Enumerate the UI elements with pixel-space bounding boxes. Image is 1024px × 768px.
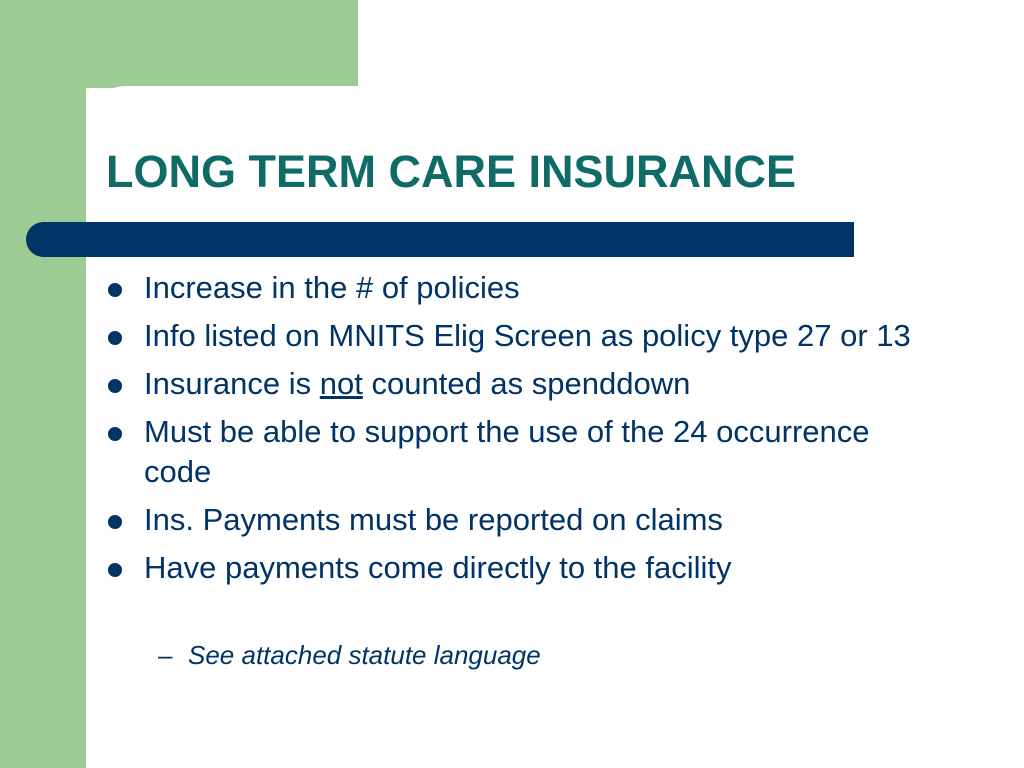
bullet-text: Must be able to support the use of the 24 occurrence code <box>144 414 870 489</box>
bullet-text-underlined: not <box>319 366 363 401</box>
bullet-text: Increase in the # of policies <box>144 270 520 305</box>
sub-bullet-item <box>158 640 541 671</box>
bullet-dot-icon <box>104 412 144 452</box>
bullet-dot-icon <box>104 500 144 540</box>
decorative-green-left-strip <box>0 0 86 768</box>
bullet-text: Ins. Payments must be reported on claims <box>144 502 723 537</box>
slide-title: LONG TERM CARE INSURANCE <box>106 146 797 197</box>
bullet-text-after: counted as spenddown <box>362 366 691 401</box>
bullet-text: Info listed on MNITS Elig Screen as policy type 27 or 13 <box>144 318 911 353</box>
bullet-item <box>104 364 924 404</box>
bullet-text: Have payments come directly to the facility <box>144 550 732 585</box>
bullet-dot-icon <box>104 364 144 404</box>
bullet-item <box>104 316 924 356</box>
bullet-item <box>104 412 924 492</box>
bullet-text-before: Insurance is <box>144 366 320 401</box>
bullet-dot-icon <box>104 316 144 356</box>
bullet-text <box>144 364 924 404</box>
bullet-item <box>104 268 924 308</box>
title-underline-bar <box>26 222 854 257</box>
bullet-item <box>104 548 924 588</box>
sub-bullet-text: See attached statute language <box>188 640 541 670</box>
bullet-dot-icon <box>104 548 144 588</box>
sub-bullet-dash: – <box>158 640 173 670</box>
bullet-dot-icon <box>104 268 144 308</box>
bullet-list <box>104 268 924 596</box>
bullet-item <box>104 500 924 540</box>
